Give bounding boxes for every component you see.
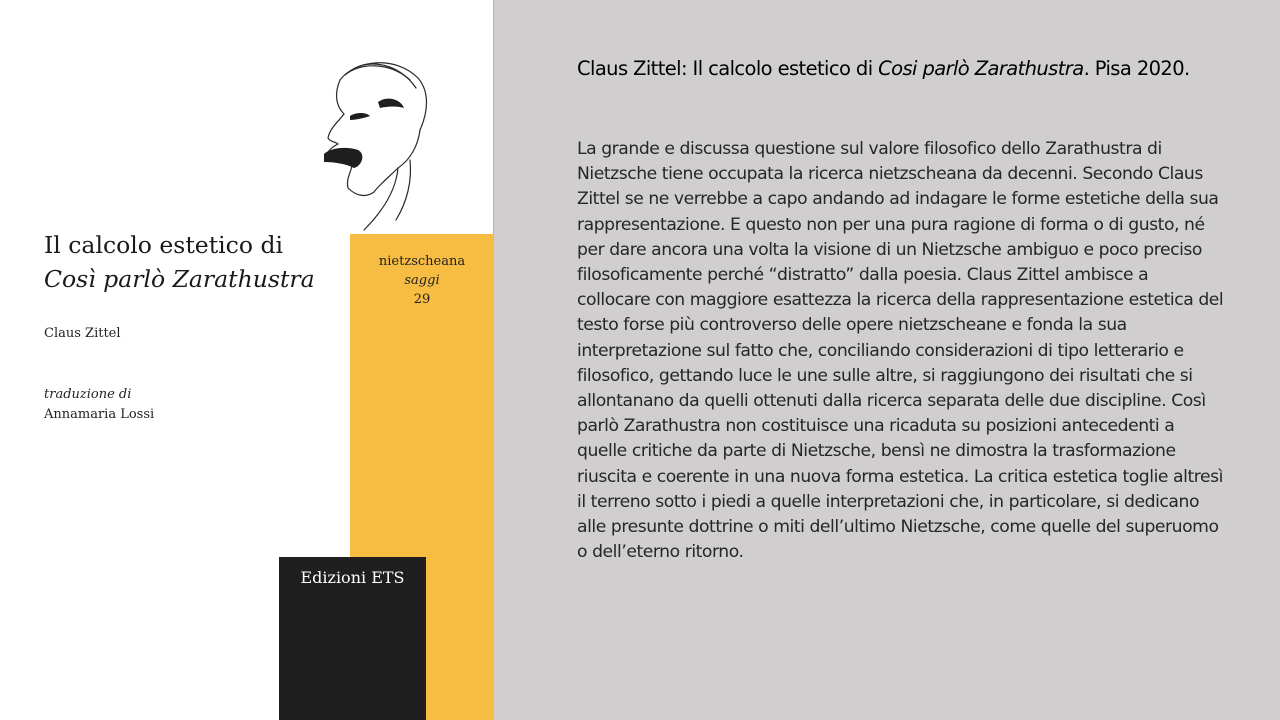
cover-title: [44, 228, 344, 296]
series-name: nietzscheana: [378, 254, 466, 269]
cover-author: Claus Zittel: [44, 326, 121, 341]
description-paragraph: La grande e discussa questione sul valore filosofico dello Zarathustra di Nietzsche tiene occupata la ricerca nietzscheana da decenni. Secondo Claus Zittel se ne verrebbe a capo andando ad indagare le forme estetiche della sua rappresentazione. E questo non per una pura ragione di forma o di gusto, né per dare ancora una volta la visione di un Nietzsche ambiguo e poco preciso filosoficamente perché “distratto” dalla poesia. Claus Zittel ambisce a collocare con maggiore esattezza la ricerca della rappresentazione estetica del testo forse più controverso delle opere nietzscheane e fonda la sua interpretazione sul fatto che, conciliando considerazioni di tipo letterario e filosofico, gettando luce le une sulle altre, si raggiungono dei risultati che si allontanano da quelli ottenuti dalla ricerca separata delle due discipline. Così parlò Zarathustra non costituisce una ricaduta su posizioni antecedenti a quelle critiche da parte di Nietzsche, bensì ne dimostra la trasformazione riuscita e coerente in una nuova forma estetica. La critica estetica toglie altresì il terreno sotto i piedi a quelle interpretazioni che, in particolare, si dedicano alle presunte dottrine o miti dell’ultimo Nietzsche, come quelle del superuomo o dell’eterno ritorno.: [577, 139, 1224, 563]
heading-prefix: Claus Zittel: Il calcolo estetico di: [577, 57, 879, 80]
series-label: [350, 252, 494, 309]
translation-label: traduzione di: [44, 387, 132, 402]
book-cover-image: [0, 0, 494, 720]
translator-name: Annamaria Lossi: [44, 407, 155, 422]
slide-heading: [577, 54, 1217, 83]
heading-suffix: . Pisa 2020.: [1083, 57, 1190, 80]
series-sub: saggi: [404, 273, 440, 288]
publisher-name: Edizioni ETS: [300, 568, 405, 587]
publisher-box: [279, 557, 426, 720]
cover-translation: [44, 385, 154, 425]
nietzsche-sketch-icon: [300, 50, 440, 240]
cover-title-line2: Così parlò Zarathustra: [44, 265, 315, 293]
series-number: 29: [413, 292, 431, 307]
cover-title-line1: Il calcolo estetico di: [44, 231, 284, 259]
heading-title: Cosi parlò Zarathustra: [878, 57, 1084, 80]
